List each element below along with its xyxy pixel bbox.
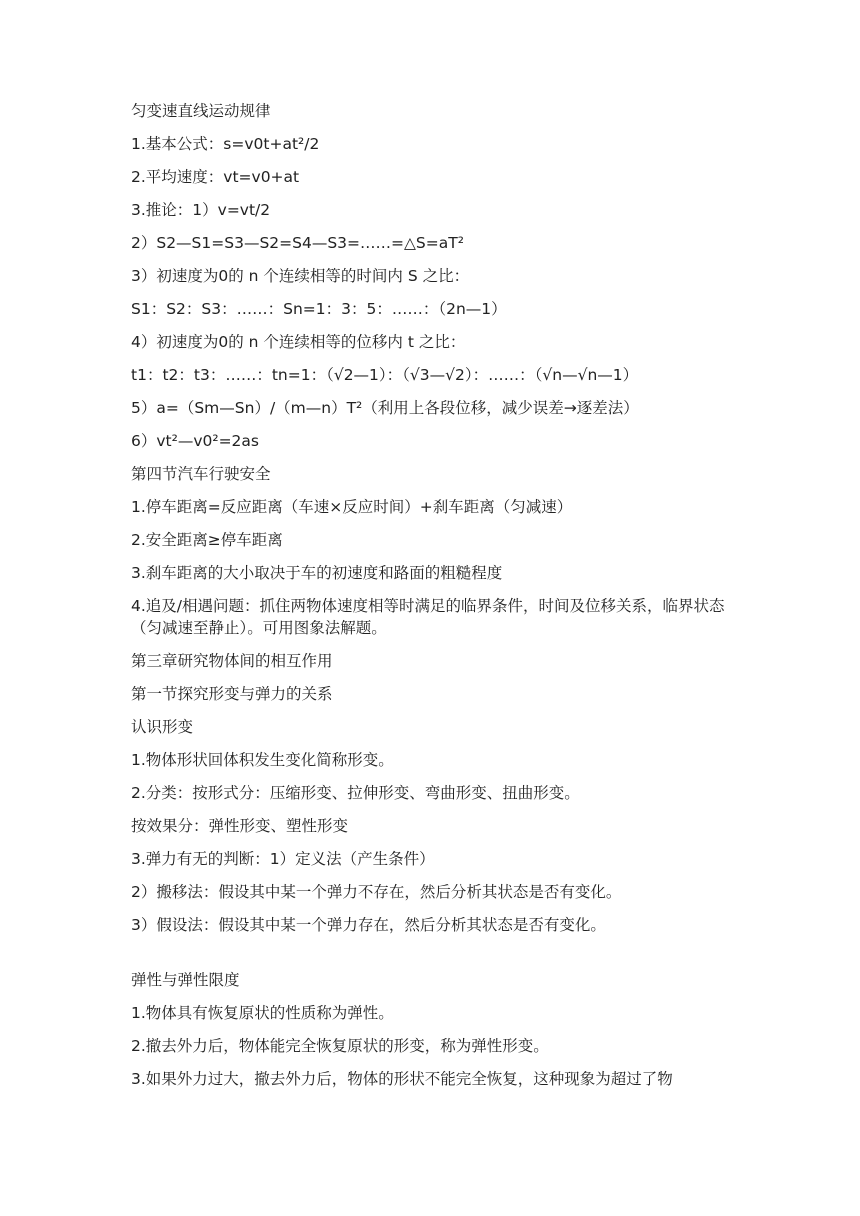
text-line: 3.弹力有无的判断：1）定义法（产生条件） [131, 850, 435, 868]
text-line: 3）假设法：假设其中某一个弹力存在，然后分析其状态是否有变化。 [131, 916, 606, 934]
text-line: 4）初速度为0的 n 个连续相等的位移内 t 之比： [131, 333, 466, 351]
text-line: 2.撤去外力后，物体能完全恢复原状的形变，称为弹性形变。 [131, 1037, 549, 1055]
text-line: 按效果分：弹性形变、塑性形变 [131, 817, 349, 835]
chapter-heading: 第三章研究物体间的相互作用 [131, 652, 333, 670]
text-line: 6）vt²—v0²=2as [131, 432, 259, 450]
subsection-heading: 弹性与弹性限度 [131, 971, 240, 989]
text-line: 1.停车距离=反应距离（车速×反应时间）+刹车距离（匀减速） [131, 498, 573, 516]
text-line: S1：S2：S3：……：Sn=1：3：5：……：（2n—1） [131, 300, 507, 318]
section-heading: 第一节探究形变与弹力的关系 [131, 685, 333, 703]
text-line: 1.物体具有恢复原状的性质称为弹性。 [131, 1004, 394, 1022]
text-paragraph: 4.追及/相遇问题：抓住两物体速度相等时满足的临界条件，时间及位移关系，临界状态（匀减速至静止）。可用图象法解题。 [131, 597, 725, 637]
text-line: 2）S2—S1=S3—S2=S4—S3=……=△S=aT² [131, 234, 464, 252]
text-line: 3.如果外力过大，撤去外力后，物体的形状不能完全恢复，这种现象为超过了物 [131, 1070, 673, 1088]
document-body [131, 100, 741, 1101]
text-line: t1：t2：t3：……：tn=1：（√2—1）：（√3—√2）：……：（√n—√n—1） [131, 366, 639, 384]
blank-line [131, 947, 741, 969]
text-line: 2.平均速度：vt=v0+at [131, 168, 300, 186]
text-line: 3）初速度为0的 n 个连续相等的时间内 S 之比： [131, 267, 470, 285]
text-line: 3.刹车距离的大小取决于车的初速度和路面的粗糙程度 [131, 564, 503, 582]
text-line: 3.推论：1）v=vt/2 [131, 201, 271, 219]
text-line: 2）搬移法：假设其中某一个弹力不存在，然后分析其状态是否有变化。 [131, 883, 622, 901]
text-line: 5）a=（Sm—Sn）/（m—n）T²（利用上各段位移，减少误差→逐差法） [131, 399, 639, 417]
section-heading: 匀变速直线运动规律 [131, 102, 271, 120]
section-heading: 第四节汽车行驶安全 [131, 465, 271, 483]
text-line: 2.安全距离≥停车距离 [131, 531, 283, 549]
subsection-heading: 认识形变 [131, 718, 194, 736]
text-line: 1.物体形状回体积发生变化简称形变。 [131, 751, 394, 769]
text-line: 2.分类：按形式分：压缩形变、拉伸形变、弯曲形变、扭曲形变。 [131, 784, 580, 802]
text-line: 1.基本公式：s=v0t+at²/2 [131, 135, 320, 153]
